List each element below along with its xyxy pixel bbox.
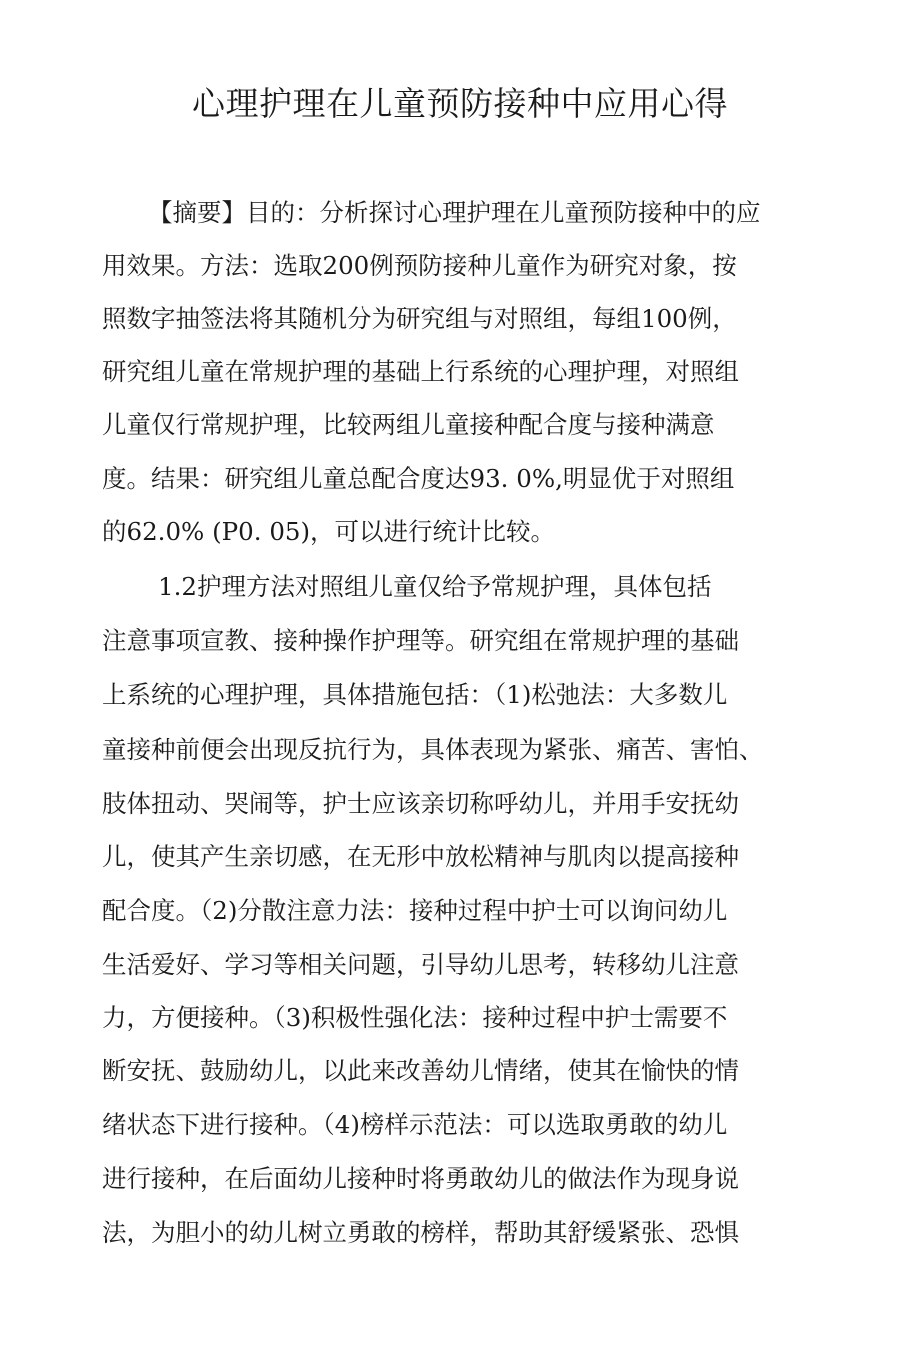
method-line: 进行接种，在后面幼儿接种时将勇敢幼儿的做法作为现身说	[102, 1164, 739, 1193]
method-line: 配合度。（2)分散注意力法：接种过程中护士可以询问幼儿	[102, 896, 728, 925]
abstract-line: 照数字抽签法将其随机分为研究组与对照组，每组100例，	[102, 304, 737, 333]
method-line: 1.2护理方法对照组儿童仅给予常规护理，具体包括	[158, 572, 712, 601]
document-title: 心理护理在儿童预防接种中应用心得	[192, 84, 728, 123]
method-line: 儿，使其产生亲切感，在无形中放松精神与肌肉以提高接种	[102, 842, 739, 871]
method-line: 童接种前便会出现反抗行为，具体表现为紧张、痛苦、害怕、	[102, 735, 764, 764]
abstract-line: 研究组儿童在常规护理的基础上行系统的心理护理，对照组	[102, 357, 739, 386]
method-line: 生活爱好、学习等相关问题，引导幼儿思考，转移幼儿注意	[102, 950, 739, 979]
method-line: 注意事项宣教、接种操作护理等。研究组在常规护理的基础	[102, 626, 739, 655]
abstract-line: 【摘要】目的：分析探讨心理护理在儿童预防接种中的应	[148, 198, 761, 227]
method-line: 力，方便接种。（3)积极性强化法：接种过程中护士需要不	[102, 1003, 728, 1032]
method-line: 法，为胆小的幼儿树立勇敢的榜样，帮助其舒缓紧张、恐惧	[102, 1218, 739, 1247]
method-line: 肢体扭动、哭闹等，护士应该亲切称呼幼儿，并用手安抚幼	[102, 789, 739, 818]
method-line: 断安抚、鼓励幼儿，以此来改善幼儿情绪，使其在愉快的情	[102, 1056, 739, 1085]
method-line: 绪状态下进行接种。（4)榜样示范法：可以选取勇敢的幼儿	[102, 1110, 728, 1139]
abstract-line: 度。结果：研究组儿童总配合度达93. 0%,明显优于对照组	[102, 464, 735, 493]
abstract-line: 儿童仅行常规护理，比较两组儿童接种配合度与接种满意	[102, 410, 715, 439]
abstract-line: 用效果。方法：选取200例预防接种儿童作为研究对象，按	[102, 251, 737, 280]
method-line: 上系统的心理护理，具体措施包括：（1)松弛法：大多数儿	[102, 680, 728, 709]
abstract-line: 的62.0% (P0. 05)，可以进行统计比较。	[102, 517, 556, 546]
